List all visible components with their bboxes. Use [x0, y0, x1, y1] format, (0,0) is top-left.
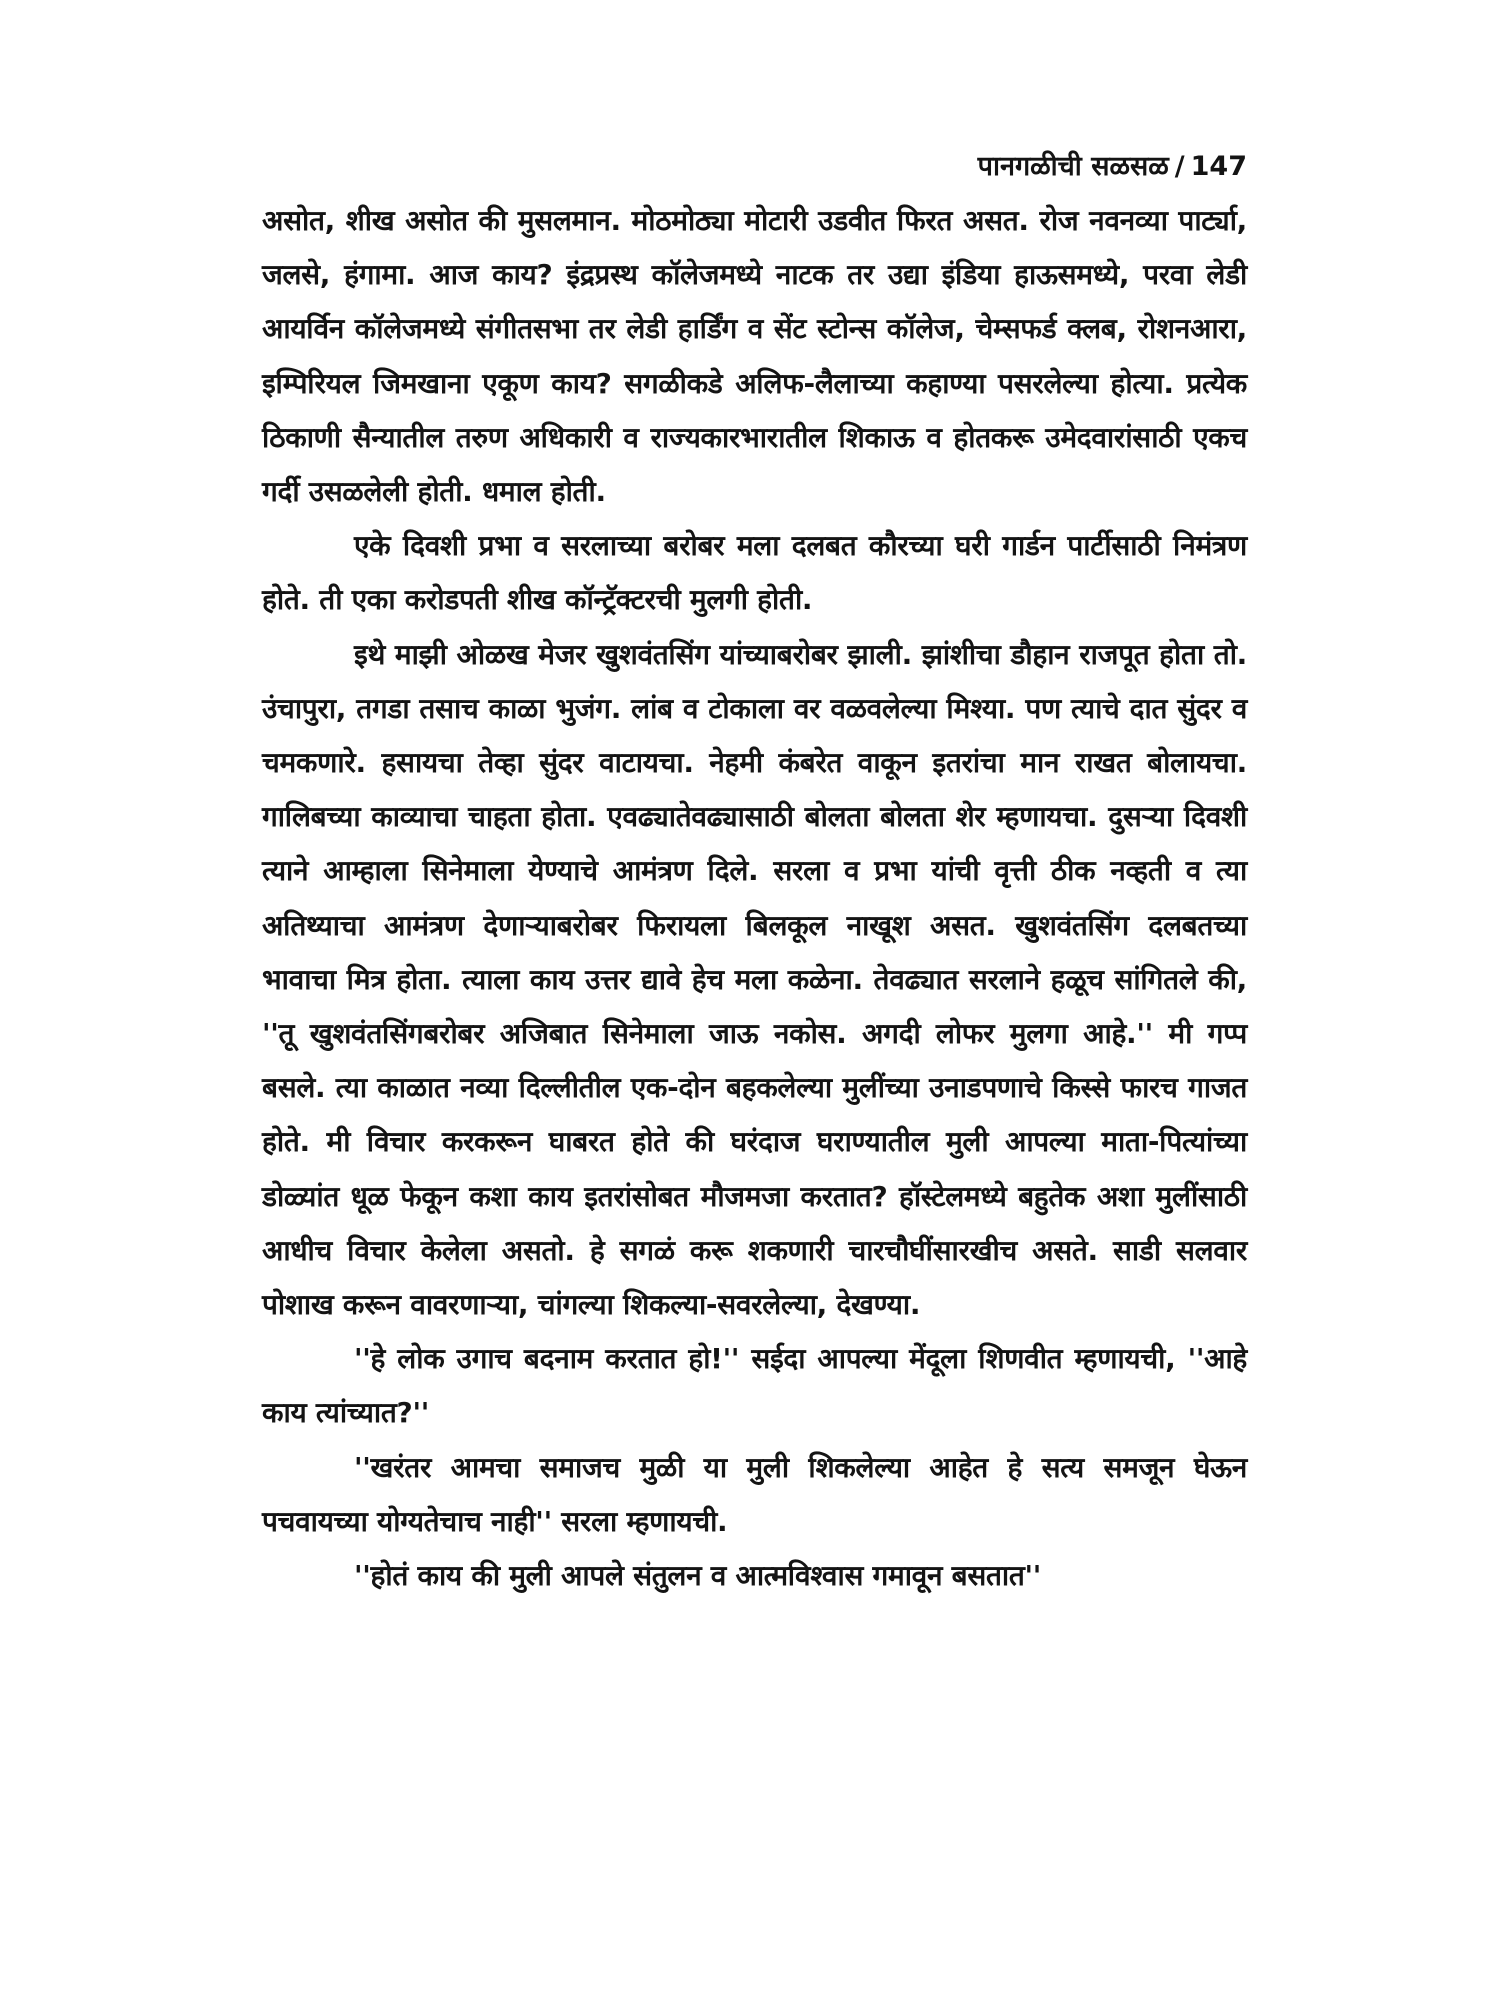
- body-text: [262, 194, 1247, 1603]
- paragraph: ''होतं काय की मुली आपले संतुलन व आत्मविश्वास गमावून बसतात'': [354, 1559, 1042, 1593]
- book-title: पानगळीची सळसळ: [977, 151, 1169, 182]
- page-number: 147: [1190, 151, 1247, 182]
- paragraph: ''खरंतर आमचा समाजच मुळी या मुली शिकलेल्या आहेत हे सत्य समजून घेऊन पचवायच्या योग्यतेचाच नाही'' सरला म्हणायची.: [262, 1450, 1247, 1538]
- paragraph: असोत, शीख असोत की मुसलमान. मोठमोठ्या मोटारी उडवीत फिरत असत. रोज नवनव्या पार्ट्या, जलसे, हंगामा. आज काय? इंद्रप्रस्थ कॉलेजमध्ये नाटक तर उद्या इंडिया हाऊसमध्ये, परवा लेडी आयर्विन कॉलेजमध्ये संगीतसभा तर लेडी हार्डिंग व सेंट स्टोन्स कॉलेज, चेम्सफर्ड क्लब, रोशनआरा, इम्पिरियल जिमखाना एकूण काय? सगळीकडे अलिफ-लैलाच्या कहाण्या पसरलेल्या होत्या. प्रत्येक ठिकाणी सैन्यातील तरुण अधिकारी व राज्यकारभारातील शिकाऊ व होतकरू उमेदवारांसाठी एकच गर्दी उसळलेली होती. धमाल होती.: [262, 204, 1247, 509]
- paragraph: ''हे लोक उगाच बदनाम करतात हो!'' सईदा आपल्या मेंदूला शिणवीत म्हणायची, ''आहे काय त्यांच्यात?'': [262, 1342, 1247, 1430]
- book-page: [262, 140, 1247, 1960]
- running-header: [262, 140, 1247, 194]
- paragraph: एके दिवशी प्रभा व सरलाच्या बरोबर मला दलबत कौरच्या घरी गार्डन पार्टीसाठी निमंत्रण होते. ती एका करोडपती शीख कॉन्ट्रॅक्टरची मुलगी होती.: [262, 529, 1247, 617]
- header-separator: /: [1174, 151, 1185, 182]
- paragraph: इथे माझी ओळख मेजर खुशवंतसिंग यांच्याबरोबर झाली. झांशीचा डौहान राजपूत होता तो. उंचापुरा, तगडा तसाच काळा भुजंग. लांब व टोकाला वर वळवलेल्या मिश्या. पण त्याचे दात सुंदर व चमकणारे. हसायचा तेव्हा सुंदर वाटायचा. नेहमी कंबरेत वाकून इतरांचा मान राखत बोलायचा. गालिबच्या काव्याचा चाहता होता. एवढ्यातेवढ्यासाठी बोलता बोलता शेर म्हणायचा. दुसऱ्या दिवशी त्याने आम्हाला सिनेमाला येण्याचे आमंत्रण दिले. सरला व प्रभा यांची वृत्ती ठीक नव्हती व त्या अतिथ्याचा आमंत्रण देणाऱ्याबरोबर फिरायला बिलकूल नाखूश असत. खुशवंतसिंग दलबतच्या भावाचा मित्र होता. त्याला काय उत्तर द्यावे हेच मला कळेना. तेवढ्यात सरलाने हळूच सांगितले की, ''तू खुशवंतसिंगबरोबर अजिबात सिनेमाला जाऊ नकोस. अगदी लोफर मुलगा आहे.'' मी गप्प बसले. त्या काळात नव्या दिल्लीतील एक-दोन बहकलेल्या मुलींच्या उनाडपणाचे किस्से फारच गाजत होते. मी विचार करकरून घाबरत होते की घरंदाज घराण्यातील मुली आपल्या माता-पित्यांच्या डोळ्यांत धूळ फेकून कशा काय इतरांसोबत मौजमजा करतात? हॉस्टेलमध्ये बहुतेक अशा मुलींसाठी आधीच विचार केलेला असतो. हे सगळं करू शकणारी चारचौघींसारखीच असते. साडी सलवार पोशाख करून वावरणाऱ्या, चांगल्या शिकल्या-सवरलेल्या, देखण्या.: [262, 637, 1247, 1322]
